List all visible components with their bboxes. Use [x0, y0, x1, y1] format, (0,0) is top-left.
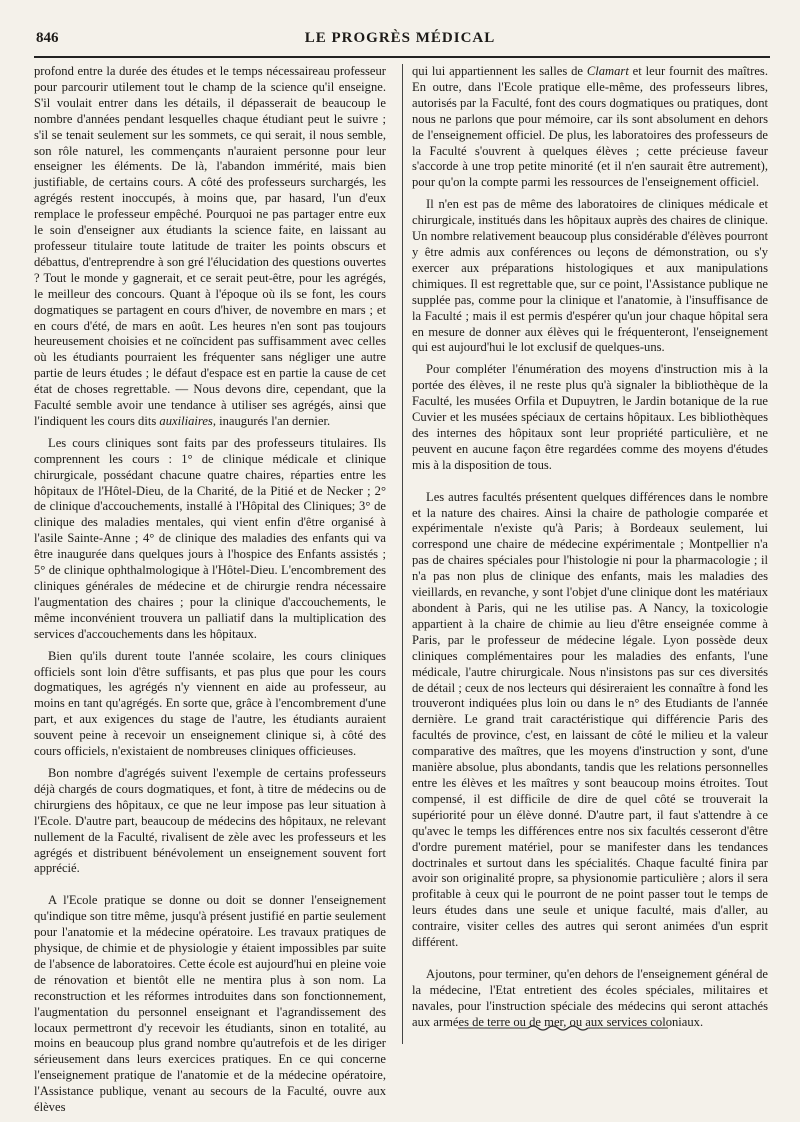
left-paragraph-4: Bon nombre d'agrégés suivent l'exemple de certains professeurs déjà chargés de cours dogmatiques, et font, à titre de médecins ou de chirurgiens des hôpitaux, ce que ne leur impose pas leur situation à l'Ecole. D'autre part, beaucoup de médecins des hôpitaux, ne relevant nullement de la Faculté, rivalisent de zèle avec les professeurs et les agrégés et distribuent bénévolement un enseignement souvent fort apprécié. [34, 765, 386, 876]
right-paragraph-1 [412, 64, 768, 191]
page-number: 846 [36, 30, 59, 46]
column-divider [402, 64, 403, 1044]
left-paragraph-3: Bien qu'ils durent toute l'année scolaire, les cours cliniques officiels sont loin d'être suffisants, et pas plus que pour les cours dogmatiques, les agrégés n'y viennent en aide au professeur, au moins en tant qu'agrégés. En sorte que, grâce à l'encombrement d'une part, et aux exigences du stage de l'autre, les étudiants auraient souvent peine à recevoir un enseignement clinique si, à côté des cours officiels, n'existaient de nombreuses cliniques officieuses. [34, 648, 386, 759]
right-paragraph-2: Il n'en est pas de même des laboratoires de cliniques médicale et chirurgicale, institués dans les hôpitaux auprès des chaires de clinique. Un nombre relativement beaucoup plus considérable d'élèves pourront y être admis aux conférences ou leçons de démonstration, ou s'y exercer aux préparations histologiques et aux manipulations chimiques. Il est regrettable que, sur ce point, l'Assistance publique ne supplée pas, comme pour la clinique et l'anatomie, à l'insuffisance de la Faculté ; mais il est permis d'espérer qu'un jour chaque hôpital sera en mesure de donner aux élèves qui le fréquenteront, l'enseignement qui est aujourd'hui le lot exclusif de quelques-uns. [412, 197, 768, 355]
right-paragraph-1-text-b: et leur fournit des maîtres. En outre, dans l'Ecole pratique elle-même, des professeurs libres, autorisés par la Faculté, font des cours dogmatiques ou pratiques, dont nous ne parlons que pour mémoire, car ils sont absolument en dehors de l'enseignement officiel. De plus, les laboratoires des professeurs de la Faculté s'ouvrent à quelques élèves ; cette précieuse faveur s'accorde à une trop petite minorité (et il n'en saurait être autrement), pour qu'on la compte parmi les ressources de l'enseignement officiel. [412, 64, 768, 190]
right-paragraph-4: Les autres facultés présentent quelques différences dans le nombre et la nature des chaires. Ainsi la chaire de pathologie comparée et expérimentale n'existe qu'à Paris; à Bordeaux seulement, lui correspond une chaire de médecine expérimentale ; Montpellier n'a pas de chaires spéciales pour l'histologie ni pour la pharmacologie ; il n'a pas non plus de clinique des enfants, mais les maladies des vieillards, en revanche, y sont l'objet d'une clinique dont les matériaux abondent à Paris, qui ne les utilise pas. A Nancy, la toxicologie appartient à la chaire de chimie au lieu d'être enseignée comme à Paris, par le professeur de médecine légale. Lyon possède deux cliniques complémentaires pour les maladies des enfants, l'une médicale, l'autre chirurgicale. Nous n'insistons pas sur ces diversités de détail ; ceux de nos lecteurs qui désireraient les connaître à fond les trouveront indiquées plus loin ou dans le n° des Etudiants de l'année dernière. Le grand trait caractéristique qui différencie Paris des facultés de province, c'est, en laissant de côté le milieu et la valeur comparative des maîtres, que les moyens d'instruction y sont, d'une manière absolue, plus abondants, tandis que les relations personnelles entre les élèves et les maîtres y sont beaucoup moins étroites. Tout compensé, il est difficile de dire de quel côté se trouverait la supériorité pour un élève donné. D'autre part, il faut s'attendre à ce qu'avec le temps les différences entre nos six facultés cesseront d'être d'ordre purement matériel, pour se manifester dans les tendances doctrinales et surtout dans les spécialités. Chaque faculté finira par avoir son originalité propre, sa physionomie particulière ; alors il sera profitable à ceux qui le pourront de ne point passer tout le temps de leurs études dans une seule et unique faculté, mais d'aller, au contraire, visiter celles des autres qui seront animées d'un esprit différent. [412, 489, 768, 950]
right-paragraph-3: Pour compléter l'énumération des moyens d'instruction mis à la portée des élèves, il ne reste plus qu'à signaler la bibliothèque de la Faculté, les musées Orfila et Dupuytren, le Jardin botanique de la rue Cuvier et les musées spéciaux de certains hôpitaux. Les bibliothèques des internes des hôpitaux sont leur propriété particulière, et ne peuvent en aucune façon être regardées comme des moyens d'études mis à la disposition de tous. [412, 362, 768, 472]
page-header [28, 30, 772, 58]
left-paragraph-1-tail: , inaugurés l'an dernier. [212, 413, 331, 428]
journal-title: LE PROGRÈS MÉDICAL [304, 30, 496, 46]
right-paragraph-1-text-a: qui lui appartiennent les salles de [412, 64, 583, 78]
left-paragraph-2: Les cours cliniques sont faits par des professeurs titulaires. Ils comprennent les cours : 1° de clinique médicale et clinique chirurgicale, possédant chacune quatre chaires, réparties entre les hôpitaux de l'Hôtel-Dieu, de la Charité, de la Pitié et de Necker ; 2° de clinique d'accouchements, installé à l'Hôpital des Cliniques; 3° de clinique des maladies mentales, qui vient enfin d'être organisé à l'asile Sainte-Anne ; 4° de clinique des maladies des enfants qui va être inaugurée dans quelques jours à l'hospice des Enfants assistés ; 5° de clinique ophthalmologique à l'Hôtel-Dieu. L'encombrement des cliniques générales de médecine et de chirurgie rendra nécessaire l'augmentation des chaires ; pour la clinique d'accouchements, le même inconvénient trouvera un palliatif dans la multiplication des services d'accouchements dans les hôpitaux. [34, 435, 386, 641]
right-column [412, 64, 768, 1037]
left-paragraph-1-text: profond entre la durée des études et le temps nécessaireau professeur pour parcourir utilement tout le champ de la science qu'il enseigne. S'il voulait entrer dans les détails, il dépasserait de beaucoup le nombre d'années pendant lesquelles chaque étudiant peut le suivre ; s'il se tenait seulement sur les sommets, ce qui serait, il nous semble, son rôle naturel, les commençants n'auraient personne pour leur enseigner les éléments. De là, l'abandon immérité, mais bien justifiable, de certains cours. A côté des professeurs surchargés, les agrégés restent inoccupés, à moins que, par hasard, l'un d'eux remplace le professeur empêché. Pourquoi ne pas partager entre eux le soin d'enseigner aux étudiants la science faite, en laissant au professeur titulaire toute latitude de traiter les points obscurs et débattus, d'entreprendre à son gré l'élucidation des questions ouvertes ? Tout le monde y gagnerait, et ce serait peut-être, pour les agrégés, le meilleur des concours. Quant à l'époque où ils se font, les cours dogmatiques se partagent en cours d'hiver, de novembre en mars ; et en cours d'été, de mars en août. Les heures n'en sont pas toujours heureusement choisies et ne coïncident pas suffisamment avec celles où les étudiants pourraient les fréquenter sans négliger une autre partie de leurs études ; le défaut d'espace est en partie la cause de cet état de choses regrettable. — Nous devons dire, cependant, que la Faculté semble avoir une tendance à utiliser ses agrégés, ainsi que l'indiquent les cours dits [34, 64, 386, 428]
header-rule [34, 56, 770, 58]
left-paragraph-1 [34, 64, 386, 430]
left-column [34, 64, 386, 1122]
right-paragraph-5: Ajoutons, pour terminer, qu'en dehors de l'enseignement général de la médecine, l'Etat entretient des écoles spéciales, militaires et navales, pour l'instruction spéciale des médecins qui seront attachés aux armées de terre ou de mer, ou aux services coloniaux. [412, 966, 768, 1029]
left-paragraph-5: A l'Ecole pratique se donne ou doit se donner l'enseignement qu'indique son titre même, jusqu'à présent justifié en partie seulement pour l'anatomie et la médecine opératoire. Les travaux pratiques de physique, de chimie et de physiologie y étaient impossibles par suite de l'absence de laboratoires. Cette école est aujourd'hui en pleine voie de rénovation et bientôt elle ne mentira plus à son nom. La reconstruction et les réformes introduites dans son fonctionnement, l'augmentation du personnel enseignant et l'agrandissement des locaux permettront d'y recevoir les étudiants, sinon en totalité, au moins en beaucoup plus grand nombre qu'autrefois et de les diriger sérieusement dans leurs exercices pratiques. En ce qui concerne l'enseignement pratique de l'anatomie et de la médecine opératoire, l'Assistance publique, venant au secours de la Faculté, ouvre aux élèves [34, 893, 386, 1115]
end-ornament [458, 1022, 668, 1034]
right-paragraph-1-emphasis: Clamart [586, 64, 629, 78]
left-paragraph-1-emphasis: auxiliaires [159, 413, 213, 428]
